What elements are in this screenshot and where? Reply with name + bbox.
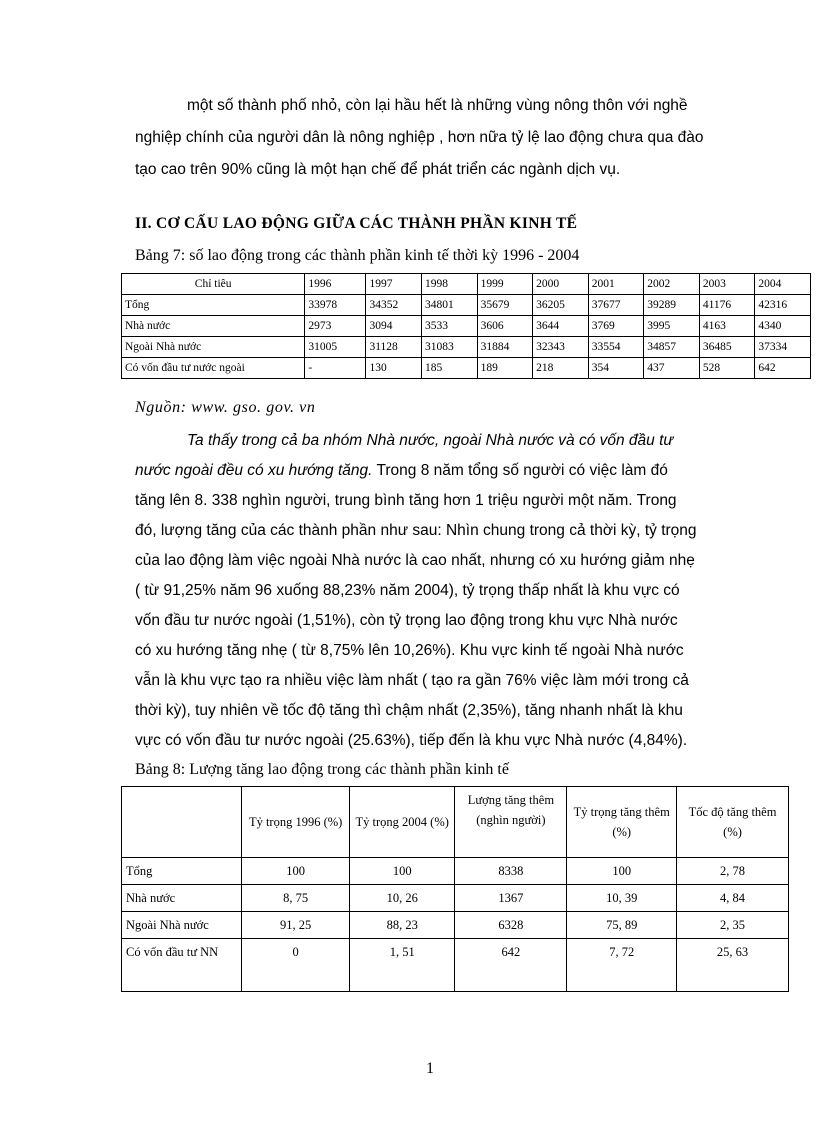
table-7-header-cell: 1999 [477, 274, 533, 295]
table-8-cell: 25, 63 [677, 939, 789, 992]
table-7-cell: 32343 [533, 337, 589, 358]
table-7-cell: - [305, 358, 366, 379]
table-7-cell: 185 [422, 358, 478, 379]
table-8-cell: 10, 26 [349, 885, 455, 912]
table-7-header-cell: Chỉ tiêu [122, 274, 305, 295]
paragraph-2-line: của lao động làm việc ngoài Nhà nước là cao nhất, nhưng có xu hướng giảm nhẹ [135, 552, 695, 569]
table-7-cell: 41176 [699, 295, 755, 316]
table-7-header-cell: 2000 [533, 274, 589, 295]
table-7-cell: 3644 [533, 316, 589, 337]
table-8-cell: 0 [242, 939, 350, 992]
table-7-cell: 31005 [305, 337, 366, 358]
table-7-caption: Bảng 7: số lao động trong các thành phần kinh tế thời kỳ 1996 - 2004 [135, 247, 580, 264]
table-7-cell: Tổng [122, 295, 305, 316]
table-7-cell: 130 [366, 358, 422, 379]
table-8-cell: 1, 51 [349, 939, 455, 992]
table-7-cell: 36485 [699, 337, 755, 358]
paragraph-2-line: vực có vốn đầu tư nước ngoài (25.63%), tiếp đến là khu vực Nhà nước (4,84%). [135, 732, 688, 749]
table-8-cell: 100 [567, 858, 677, 885]
paragraph-2-normal-part: Trong 8 năm tổng số người có việc làm đó [372, 462, 668, 479]
section-heading: II. CƠ CẤU LAO ĐỘNG GIỮA CÁC THÀNH PHẦN KINH TẾ [135, 215, 578, 232]
table-7-cell: 31083 [422, 337, 478, 358]
table-8-cell: 6328 [455, 912, 567, 939]
table-7-header-cell: 2001 [588, 274, 644, 295]
table-7-cell: 39289 [644, 295, 700, 316]
table-row [122, 912, 789, 939]
table-8-caption: Bảng 8: Lượng tăng lao động trong các thành phần kinh tế [135, 761, 509, 778]
table-8-header-cell: Tỷ trọng tăng thêm (%) [567, 787, 677, 858]
table-7-cell: 37334 [755, 337, 811, 358]
paragraph-1-line-3: tạo cao trên 90% cũng là một hạn chế để phát triển các ngành dịch vụ. [135, 161, 621, 178]
table-8-cell: 75, 89 [567, 912, 677, 939]
paragraph-2-line: vốn đầu tư nước ngoài (1,51%), còn tỷ trọng lao động trong khu vực Nhà nước [135, 612, 678, 629]
table-7-header-cell: 1996 [305, 274, 366, 295]
table-7 [121, 273, 811, 379]
paragraph-2-line: đó, lượng tăng của các thành phần như sau: Nhìn chung trong cả thời kỳ, tỷ trọng [135, 522, 697, 539]
table-7-cell: 218 [533, 358, 589, 379]
table-8-cell: 2, 78 [677, 858, 789, 885]
table-7-cell: 3769 [588, 316, 644, 337]
table-7-header-cell: 2004 [755, 274, 811, 295]
table-8-cell: 10, 39 [567, 885, 677, 912]
table-8-header-cell: Tỷ trọng 2004 (%) [349, 787, 455, 858]
paragraph-2-line-1: Ta thấy trong cả ba nhóm Nhà nước, ngoài Nhà nước và có vốn đầu tư [187, 432, 674, 449]
table-8-cell: Tổng [122, 858, 242, 885]
table-7-header-cell: 2003 [699, 274, 755, 295]
table-7-cell: Ngoài Nhà nước [122, 337, 305, 358]
table-7-cell: 31884 [477, 337, 533, 358]
table-7-cell: 34857 [644, 337, 700, 358]
table-7-cell: 528 [699, 358, 755, 379]
table-7-cell: 3533 [422, 316, 478, 337]
page-number: 1 [426, 1060, 434, 1077]
table-7-header-cell: 1997 [366, 274, 422, 295]
paragraph-2-line: thời kỳ), tuy nhiên về tốc độ tăng thì chậm nhất (2,35%), tăng nhanh nhất là khu [135, 702, 683, 719]
paragraph-2-line: vẫn là khu vực tạo ra nhiều việc làm nhất ( tạo ra gần 76% việc làm mới trong cả [135, 672, 689, 689]
table-8-cell: 642 [455, 939, 567, 992]
table-row [122, 337, 811, 358]
table-8-header-cell: Tỷ trọng 1996 (%) [242, 787, 350, 858]
paragraph-1-line-2: nghiệp chính của người dân là nông nghiệp , hơn nữa tỷ lệ lao động chưa qua đào [135, 129, 704, 146]
table-7-cell: 2973 [305, 316, 366, 337]
table-8-cell: 1367 [455, 885, 567, 912]
table-7-cell: 31128 [366, 337, 422, 358]
table-7-cell: 37677 [588, 295, 644, 316]
table-8-header-cell: Lượng tăng thêm (nghìn người) [455, 787, 567, 858]
table-7-header-cell: 1998 [422, 274, 478, 295]
table-7-cell: Có vốn đầu tư nước ngoài [122, 358, 305, 379]
table-row [122, 939, 789, 992]
paragraph-2-line: tăng lên 8. 338 nghìn người, trung bình tăng hơn 1 triệu người một năm. Trong [135, 492, 677, 509]
table-7-cell: 36205 [533, 295, 589, 316]
table-8-header-cell: Tốc độ tăng thêm (%) [677, 787, 789, 858]
table-7-cell: 34352 [366, 295, 422, 316]
paragraph-1-line-1: một số thành phố nhỏ, còn lại hầu hết là những vùng nông thôn với nghề [187, 97, 688, 114]
table-8-cell: 100 [349, 858, 455, 885]
table-8-cell: 4, 84 [677, 885, 789, 912]
table-8-cell: 7, 72 [567, 939, 677, 992]
table-8-cell: 88, 23 [349, 912, 455, 939]
table-7-cell: 42316 [755, 295, 811, 316]
table-7-cell: 34801 [422, 295, 478, 316]
paragraph-2-line: ( từ 91,25% năm 96 xuống 88,23% năm 2004), tỷ trọng thấp nhất là khu vực có [135, 582, 680, 599]
table-7-cell: 3606 [477, 316, 533, 337]
table-8-header-cell [122, 787, 242, 858]
table-8-header-row [122, 787, 789, 858]
table-7-cell: 189 [477, 358, 533, 379]
table-7-cell: 3995 [644, 316, 700, 337]
table-7-cell: Nhà nước [122, 316, 305, 337]
table-8 [121, 786, 789, 992]
table-8-cell: 100 [242, 858, 350, 885]
paragraph-2-line: có xu hướng tăng nhẹ ( từ 8,75% lên 10,26%). Khu vực kinh tế ngoài Nhà nước [135, 642, 684, 659]
table-7-header-cell: 2002 [644, 274, 700, 295]
table-row [122, 885, 789, 912]
table-row [122, 858, 789, 885]
table-8-cell: Có vốn đầu tư NN [122, 939, 242, 992]
table-7-cell: 354 [588, 358, 644, 379]
table-row [122, 316, 811, 337]
table-8-cell: 2, 35 [677, 912, 789, 939]
table-7-source: Nguồn: www. gso. gov. vn [135, 399, 316, 416]
table-7-cell: 642 [755, 358, 811, 379]
table-8-cell: Ngoài Nhà nước [122, 912, 242, 939]
table-8-cell: Nhà nước [122, 885, 242, 912]
table-7-cell: 33978 [305, 295, 366, 316]
table-7-cell: 35679 [477, 295, 533, 316]
table-7-cell: 33554 [588, 337, 644, 358]
paragraph-2-line-2 [135, 461, 668, 481]
table-7-cell: 437 [644, 358, 700, 379]
table-row [122, 295, 811, 316]
table-8-cell: 8, 75 [242, 885, 350, 912]
table-7-cell: 4163 [699, 316, 755, 337]
table-8-cell: 8338 [455, 858, 567, 885]
table-row [122, 358, 811, 379]
table-8-cell: 91, 25 [242, 912, 350, 939]
table-7-header-row [122, 274, 811, 295]
table-7-cell: 3094 [366, 316, 422, 337]
table-7-cell: 4340 [755, 316, 811, 337]
paragraph-2-italic-part: nước ngoài đều có xu hướng tăng. [135, 462, 373, 479]
